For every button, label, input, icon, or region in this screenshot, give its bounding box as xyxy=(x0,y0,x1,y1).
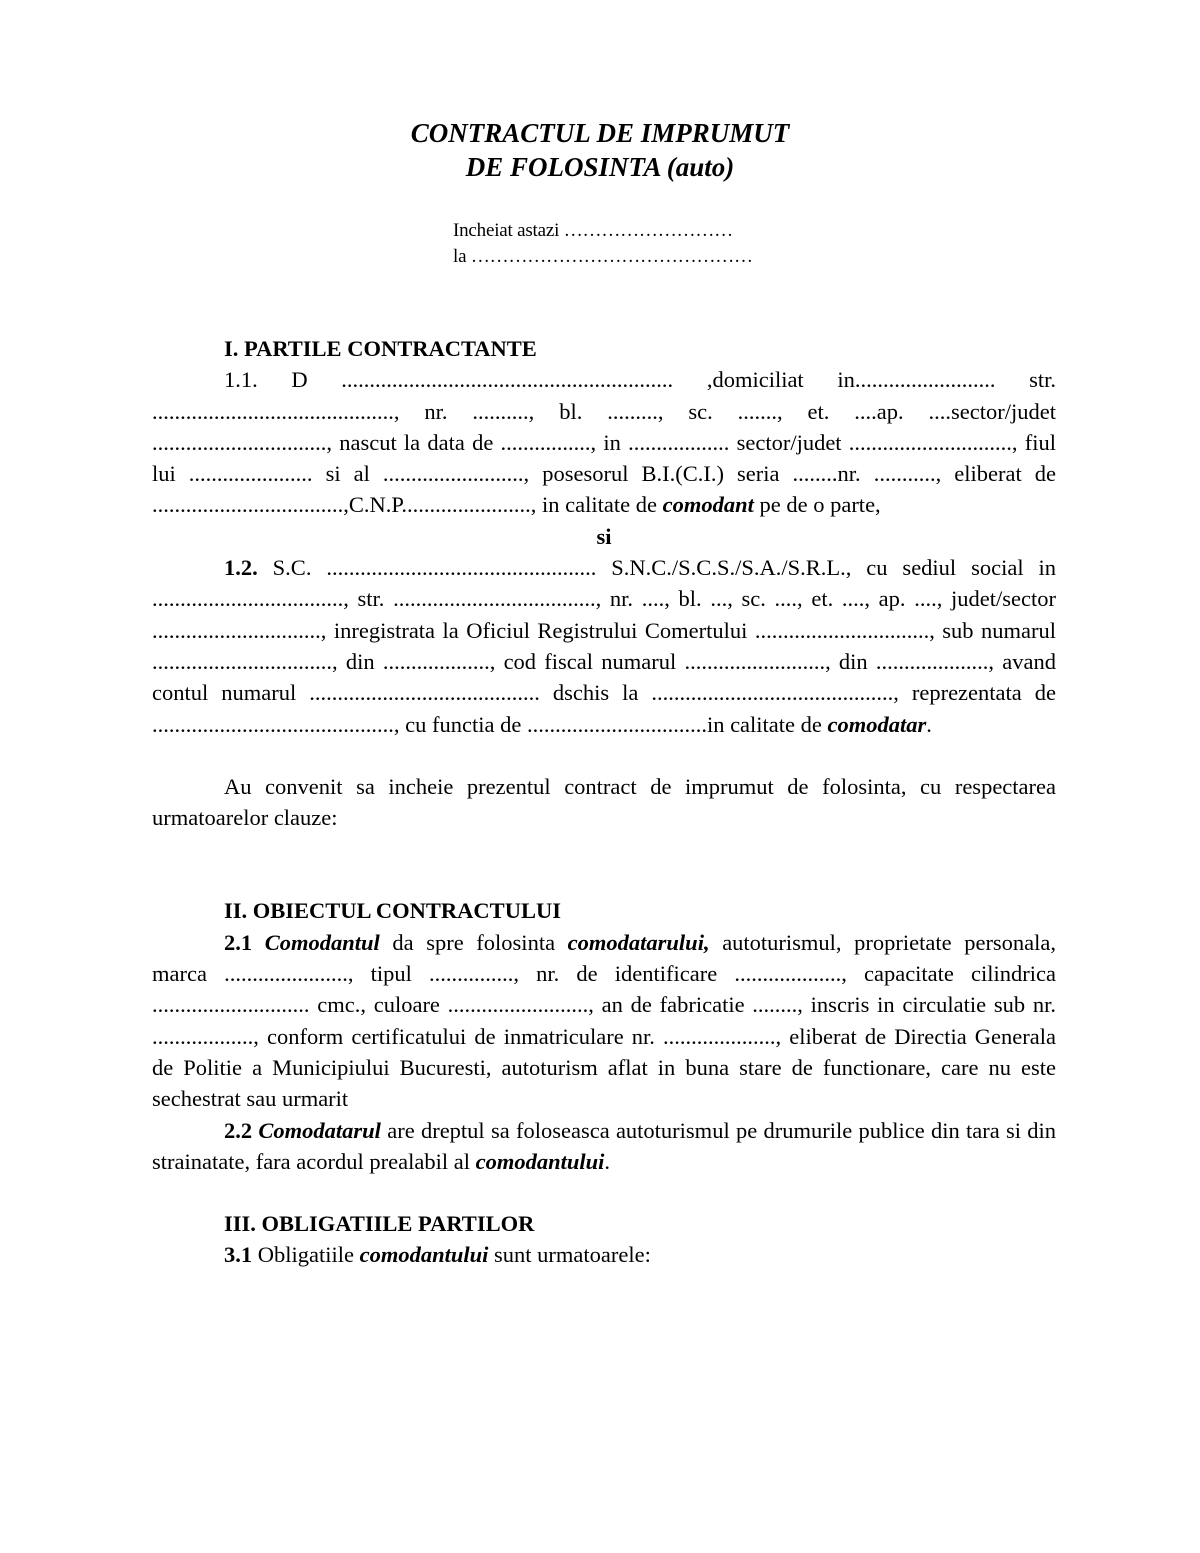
clause-2-1-number: 2.1 xyxy=(224,929,253,955)
spacer xyxy=(152,833,1056,895)
term-comodatarului: comodatarului, xyxy=(567,929,710,955)
clause-1-2-text: S.C. ................................................ S.N.C./S.C.S./S.A./S.R.L., cu sediul social in .................................., str. ...................................., nr. ...., bl. ..., sc. ...., et. ...., ap. ...., judet/sector .............................., inregistrata la Oficiul Registrului Comertului ..............................., sub numarul ................................, din ..................., cod fiscal numarul ........................., din ...................., avand contul numarul ......................................... dschis la ..........................................., reprezentata de ..........................................., cu functia de ................................in calitate de xyxy=(152,555,1056,737)
incheiat-line: Incheiat astazi ……………………… xyxy=(453,220,733,241)
clause-2-2 xyxy=(152,1115,1056,1178)
clause-2-1-text: autoturismul, proprietate personala, marca ......................, tipul ..............., nr. de identificare ..................., capacitate cilindrica ............................ cmc., culoare ........................., an de fabricatie ........, inscris in circulatie sub nr. .................., conform certificatului de inmatriculare nr. ...................., eliberat de Directia Generala de Politie a Municipiului Bucuresti, autoturism aflat in buna stare de functionare, care nu este sechestrat sau urmarit xyxy=(152,929,1057,1112)
clause-1-2-number: 1.2. xyxy=(224,555,258,581)
convenit-paragraph: Au convenit sa incheie prezentul contract de imprumut de folosinta, cu respectarea urmatoarelor clauze: xyxy=(152,773,1056,831)
clause-2-2-number: 2.2 xyxy=(224,1117,253,1143)
clause-1-2-end: . xyxy=(926,711,932,737)
term-comodantul: Comodantul xyxy=(264,929,380,955)
clause-1-1-text: 1.1. D ........................................................... ,domiciliat in......................... str. ..........................................., nr. .........., bl. ........., sc. ......., et. ....ap. ....sector/judet ..............................., nascut la data de ................, in .................. sector/judet ............................., fiul lui ...................... si al ........................., posesorul B.I.(C.I.) seria ........nr. ..........., eliberat de ..................................,C.N.P......................., in calitate de xyxy=(152,367,1056,518)
clause-3-1-end: sunt urmatoarele: xyxy=(494,1242,651,1268)
term-comodant: comodant xyxy=(662,492,754,518)
term-comodantului: comodantului xyxy=(475,1148,605,1174)
clause-2-2-text: are dreptul sa foloseasca autoturismul pe drumurile publice din tara si din strainatate, fara acordul prealabil al xyxy=(152,1117,1057,1174)
document-title-line2: DE FOLOSINTA (auto) xyxy=(465,152,735,182)
clause-2-1-mid: da spre folosinta xyxy=(392,929,556,955)
spacer xyxy=(152,740,1056,771)
term-comodatar: comodatar xyxy=(827,711,927,737)
document-title-line1: CONTRACTUL DE IMPRUMUT xyxy=(410,118,790,148)
contract-body xyxy=(152,333,1056,1271)
clause-2-2-end: . xyxy=(604,1148,610,1174)
section3-heading: III. OBLIGATIILE PARTILOR xyxy=(224,1211,535,1237)
si-separator: si xyxy=(596,523,612,549)
clause-3-1-number: 3.1 xyxy=(224,1242,253,1268)
section1-heading: I. PARTILE CONTRACTANTE xyxy=(224,336,537,361)
clause-3-1-text: Obligatiile xyxy=(257,1242,354,1268)
clause-1-2 xyxy=(152,552,1056,740)
clause-3-1 xyxy=(152,1239,1056,1270)
spacer xyxy=(152,1177,1056,1208)
term-comodantului-3: comodantului xyxy=(359,1242,489,1268)
term-comodatarul: Comodatarul xyxy=(258,1117,381,1143)
section2-heading: II. OBIECTUL CONTRACTULUI xyxy=(224,898,561,924)
la-line: la ……………………………………… xyxy=(453,246,753,267)
clause-2-1 xyxy=(152,927,1056,1115)
clause-1-1-end: pe de o parte, xyxy=(759,492,881,518)
clause-1-1 xyxy=(152,364,1056,520)
